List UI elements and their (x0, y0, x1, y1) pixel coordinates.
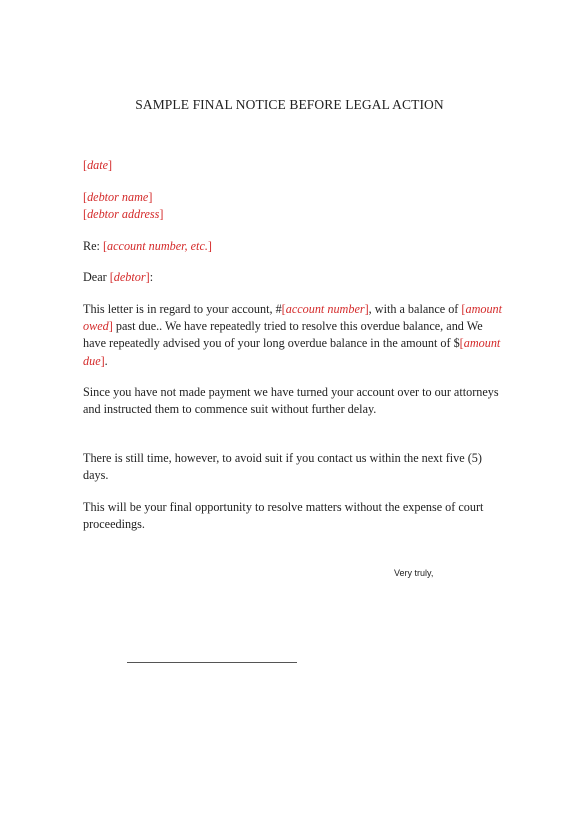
signature-line (127, 662, 297, 663)
p1-text-d: . (104, 353, 108, 368)
paragraph-attorneys (83, 384, 503, 418)
p3-text: There is still time, however, to avoid suit if you contact us within the next five (5) days. (83, 451, 482, 483)
paragraph-final (83, 499, 503, 533)
closing-text: Very truly, (394, 568, 434, 578)
salutation (83, 269, 503, 286)
p1-text-a: This letter is in regard to your account, # (83, 302, 282, 316)
debtor-address-placeholder: [debtor address] (83, 207, 164, 222)
p2-text: Since you have not made payment we have turned your account over to our attorneys and instructed them to commence suit without further delay. (83, 385, 499, 417)
debtor-block (83, 189, 503, 223)
amount-due-placeholder: [amount due] (83, 336, 501, 368)
dear-suffix: : (149, 270, 154, 284)
paragraph-account (83, 301, 503, 370)
p1-text-c: past due.. We have repeatedly tried to resolve this overdue balance, and We have repeatedly advised you of your long overdue balance in the amount of $ (83, 319, 483, 351)
re-placeholder: [account number, etc.] (102, 239, 212, 253)
debtor-placeholder: [debtor] (109, 270, 150, 284)
debtor-address-line (83, 206, 503, 223)
date-placeholder: [date] (83, 158, 113, 172)
re-line (83, 238, 503, 255)
debtor-name-placeholder: [debtor name] (83, 190, 153, 204)
debtor-name-line (83, 189, 503, 206)
paragraph-time (83, 450, 503, 484)
letter-title: SAMPLE FINAL NOTICE BEFORE LEGAL ACTION (135, 97, 444, 112)
account-number-placeholder: [account number] (281, 302, 369, 316)
amount-owed-placeholder: [amount owed] (83, 302, 503, 334)
re-prefix: Re: (83, 239, 103, 253)
p4-text: This will be your final opportunity to resolve matters without the expense of court proceedings. (83, 500, 484, 532)
p1-text-b: , with a balance of (368, 302, 462, 316)
date-line (83, 157, 503, 174)
dear-prefix: Dear (83, 270, 110, 284)
